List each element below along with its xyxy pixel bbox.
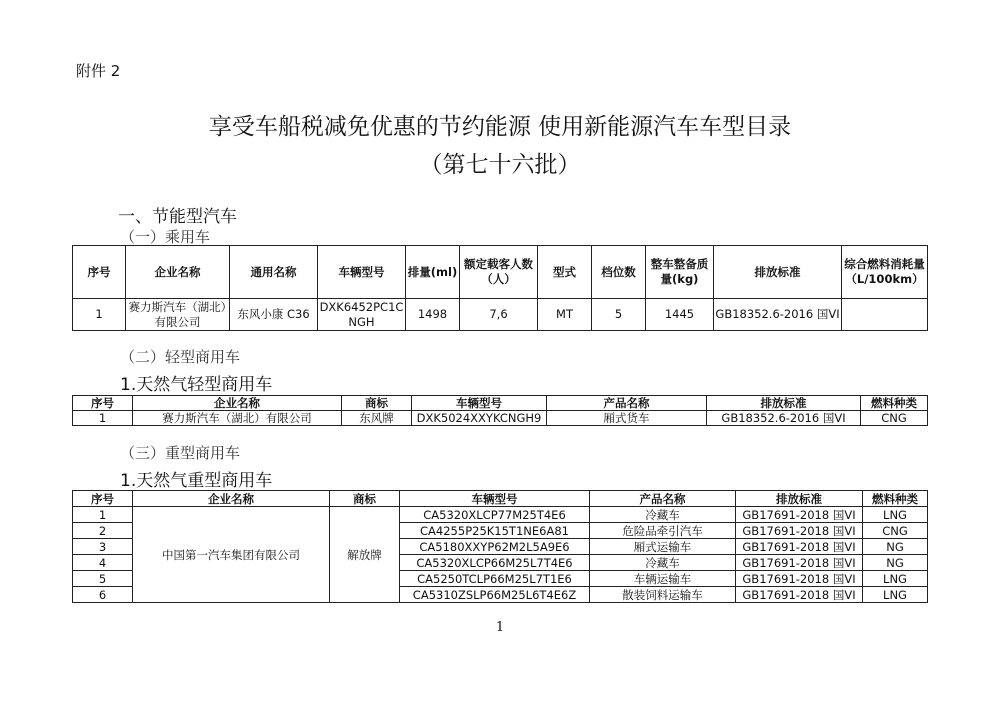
col-header: 序号 xyxy=(73,396,133,411)
cell-company: 中国第一汽车集团有限公司 xyxy=(133,507,330,603)
heavy-commercial-table xyxy=(72,490,928,603)
col-header: 整车整备质量(kg) xyxy=(646,246,714,299)
passenger-car-table xyxy=(72,245,928,331)
cell-index: 4 xyxy=(73,555,133,571)
cell-model: DXK5024XXYKCNGH9 xyxy=(412,411,547,426)
cell-fuel: CNG xyxy=(863,523,928,539)
cell-product: 车辆运输车 xyxy=(590,571,736,587)
subsection-heading-heavy-commercial: （三）重型商用车 xyxy=(120,444,241,462)
cell-emission: GB17691-2018 国VI xyxy=(736,507,863,523)
cell-curb-weight: 1445 xyxy=(646,299,714,331)
cell-model: DXK6452PC1CNGH xyxy=(318,299,406,331)
subsection-heading-passenger: （一）乘用车 xyxy=(120,228,211,246)
col-header: 企业名称 xyxy=(126,246,230,299)
cell-model: CA5310ZSLP66M25L6T4E6Z xyxy=(400,587,590,603)
col-header: 额定载客人数（人） xyxy=(460,246,538,299)
cell-index: 6 xyxy=(73,587,133,603)
col-header: 车辆型号 xyxy=(318,246,406,299)
cell-index: 2 xyxy=(73,523,133,539)
section-heading-energy-saving: 一、节能型汽车 xyxy=(118,207,237,227)
cell-model: CA4255P25K15T1NE6A81 xyxy=(400,523,590,539)
cell-fuel-consumption xyxy=(842,299,928,331)
col-header: 企业名称 xyxy=(133,491,330,507)
table-row xyxy=(73,299,928,331)
cell-fuel: NG xyxy=(863,555,928,571)
table-header-row xyxy=(73,246,928,299)
cell-fuel: CNG xyxy=(861,411,928,426)
cell-index: 5 xyxy=(73,571,133,587)
col-header: 排放标准 xyxy=(707,396,861,411)
cell-emission: GB17691-2018 国VI xyxy=(736,523,863,539)
cell-brand: 东风牌 xyxy=(342,411,412,426)
cell-model: CA5250TCLP66M25L7T1E6 xyxy=(400,571,590,587)
cell-gears: 5 xyxy=(592,299,646,331)
cell-brand: 解放牌 xyxy=(330,507,400,603)
cell-emission: GB17691-2018 国VI xyxy=(736,555,863,571)
cell-product: 厢式运输车 xyxy=(590,539,736,555)
col-header: 产品名称 xyxy=(547,396,707,411)
category-heading-heavy-ng: 1.天然气重型商用车 xyxy=(120,471,273,491)
col-header: 排量(ml) xyxy=(406,246,460,299)
cell-company: 赛力斯汽车（湖北）有限公司 xyxy=(133,411,342,426)
cell-index: 1 xyxy=(73,411,133,426)
col-header: 序号 xyxy=(73,246,126,299)
cell-emission: GB17691-2018 国VI xyxy=(736,539,863,555)
col-header: 企业名称 xyxy=(133,396,342,411)
table-row xyxy=(73,507,928,523)
cell-type: MT xyxy=(538,299,592,331)
col-header: 车辆型号 xyxy=(412,396,547,411)
cell-product: 冷藏车 xyxy=(590,507,736,523)
cell-fuel: NG xyxy=(863,539,928,555)
document-batch: （第七十六批） xyxy=(419,152,581,178)
subsection-heading-light-commercial: （二）轻型商用车 xyxy=(120,348,241,366)
cell-model: CA5320XLCP66M25L7T4E6 xyxy=(400,555,590,571)
cell-emission: GB17691-2018 国VI xyxy=(736,571,863,587)
col-header: 车辆型号 xyxy=(400,491,590,507)
table-header-row xyxy=(73,396,928,411)
col-header: 通用名称 xyxy=(230,246,318,299)
cell-company: 赛力斯汽车（湖北）有限公司 xyxy=(126,299,230,331)
document-title: 享受车船税减免优惠的节约能源 使用新能源汽车车型目录 xyxy=(208,114,792,140)
cell-fuel: LNG xyxy=(863,587,928,603)
col-header: 综合燃料消耗量（L/100km） xyxy=(842,246,928,299)
cell-index: 1 xyxy=(73,507,133,523)
cell-product: 危险品牵引汽车 xyxy=(590,523,736,539)
cell-emission: GB18352.6-2016 国VI xyxy=(707,411,861,426)
table-row xyxy=(73,411,928,426)
col-header: 排放标准 xyxy=(714,246,842,299)
col-header: 燃料种类 xyxy=(863,491,928,507)
attachment-label: 附件 2 xyxy=(76,62,121,80)
cell-product: 厢式货车 xyxy=(547,411,707,426)
cell-displacement: 1498 xyxy=(406,299,460,331)
col-header: 燃料种类 xyxy=(861,396,928,411)
cell-emission: GB17691-2018 国VI xyxy=(736,587,863,603)
cell-index: 3 xyxy=(73,539,133,555)
col-header: 产品名称 xyxy=(590,491,736,507)
page-number: 1 xyxy=(495,620,505,635)
cell-seats: 7,6 xyxy=(460,299,538,331)
col-header: 型式 xyxy=(538,246,592,299)
col-header: 序号 xyxy=(73,491,133,507)
cell-emission: GB18352.6-2016 国VI xyxy=(714,299,842,331)
table-header-row xyxy=(73,491,928,507)
col-header: 商标 xyxy=(330,491,400,507)
category-heading-light-ng: 1.天然气轻型商用车 xyxy=(120,375,273,395)
cell-model: CA5180XXYP62M2L5A9E6 xyxy=(400,539,590,555)
cell-fuel: LNG xyxy=(863,507,928,523)
cell-product: 冷藏车 xyxy=(590,555,736,571)
cell-common-name: 东风小康 C36 xyxy=(230,299,318,331)
col-header: 排放标准 xyxy=(736,491,863,507)
cell-model: CA5320XLCP77M25T4E6 xyxy=(400,507,590,523)
col-header: 档位数 xyxy=(592,246,646,299)
cell-product: 散装饲料运输车 xyxy=(590,587,736,603)
cell-fuel: LNG xyxy=(863,571,928,587)
cell-index: 1 xyxy=(73,299,126,331)
col-header: 商标 xyxy=(342,396,412,411)
light-commercial-table xyxy=(72,395,928,426)
